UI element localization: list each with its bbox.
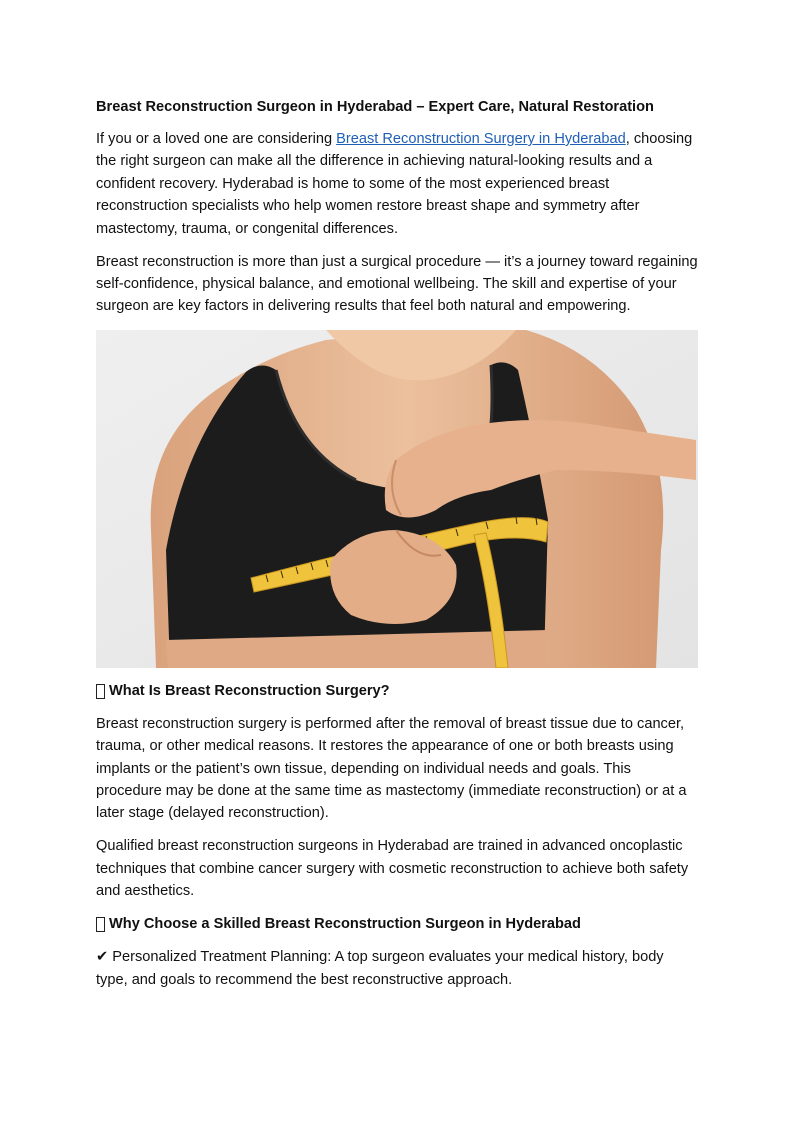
document-title: Breast Reconstruction Surgeon in Hyderabad – Expert Care, Natural Restoration — [96, 99, 654, 115]
checkmark-icon: ✔ — [96, 949, 109, 966]
missing-glyph-icon — [96, 917, 105, 932]
bullet-text: Personalized Treatment Planning: A top surgeon evaluates your medical history, body type, and goals to recommend the best reconstructive approach. — [96, 949, 664, 988]
intro-after-link: , choosing the right surgeon can make all the difference in achieving natural-looking results and a confident recovery. Hyderabad is home to some of the most experienced breast reconstruction specialists who help women restore breast shape and symmetry after mastectomy, trauma, or congenital differences. — [96, 131, 693, 237]
paragraph-2: Breast reconstruction is more than just a surgical procedure — it’s a journey toward regaining self-confidence, physical balance, and emotional wellbeing. The skill and expertise of your surgeon are key factors in delivering results that feel both natural and empowering. — [96, 253, 698, 315]
missing-glyph-icon — [96, 684, 105, 699]
section-2-heading-text: Why Choose a Skilled Breast Reconstruction Surgeon in Hyderabad — [109, 916, 581, 933]
measuring-tape-photo — [96, 330, 698, 668]
surgery-link[interactable]: Breast Reconstruction Surgery in Hyderabad — [336, 131, 626, 147]
intro-paragraph — [96, 128, 698, 240]
section-2-heading — [96, 913, 698, 935]
section-1-paragraph-2: Qualified breast reconstruction surgeons in Hyderabad are trained in advanced oncoplastic techniques that combine cancer surgery with cosmetic reconstruction to achieve both safety and aesthetics. — [96, 838, 689, 900]
section-1-paragraph-1: Breast reconstruction surgery is performed after the removal of breast tissue due to cancer, trauma, or other medical reasons. It restores the appearance of one or both breasts using implants or the patient’s own tissue, depending on individual needs and goals. This procedure may be done at the same time as mastectomy (immediate reconstruction) or at a later stage (delayed reconstruction). — [96, 715, 687, 822]
bullet-item — [96, 946, 698, 991]
document-body — [96, 96, 698, 1002]
intro-before-link: If you or a loved one are considering — [96, 131, 337, 147]
section-1-heading — [96, 680, 698, 702]
lower-hand — [330, 530, 456, 624]
section-1-heading-text: What Is Breast Reconstruction Surgery? — [109, 682, 390, 699]
